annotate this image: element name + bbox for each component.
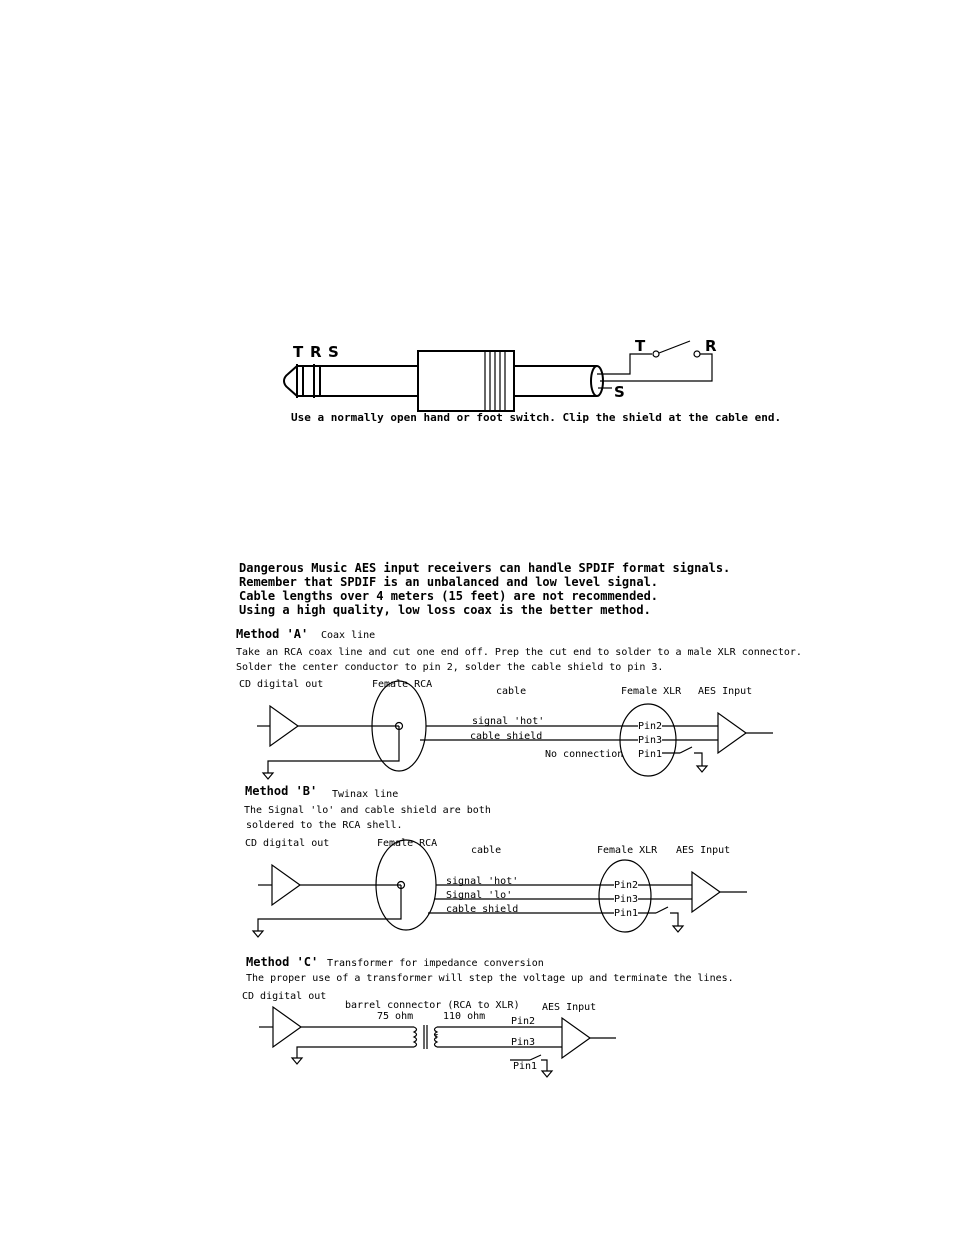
method-b-subtitle: Twinax line (332, 789, 399, 800)
aes-input-label: AES Input (676, 845, 731, 856)
ohm-75-label: 75 ohm (377, 1011, 414, 1022)
plug-tip (284, 366, 297, 396)
cd-output-amplifier (270, 706, 298, 746)
pin3-label: Pin3 (638, 735, 663, 746)
method-a-title: Method 'A' (236, 627, 309, 641)
cd-digital-out-label: CD digital out (242, 991, 327, 1002)
trs-label-r: R (310, 343, 322, 361)
method-c-subtitle: Transformer for impedance conversion (327, 958, 544, 969)
method-b-desc: The Signal 'lo' and cable shield are both (244, 805, 491, 816)
switch-lever (659, 341, 690, 353)
female-xlr-label: Female XLR (621, 686, 682, 697)
intro-line: Remember that SPDIF is an unbalanced and low level signal. (239, 575, 659, 589)
pin1-ground-line (694, 753, 702, 766)
switch-label-t: T (635, 337, 646, 355)
no-connection-label: No connection (545, 749, 624, 760)
ring-wire (600, 354, 712, 381)
cd-output-amplifier (273, 1007, 301, 1047)
transformer-t-label: T (434, 1033, 439, 1041)
method-b-section (244, 784, 747, 937)
ground-icon (673, 926, 683, 932)
intro-line: Dangerous Music AES input receivers can handle SPDIF format signals. (239, 561, 731, 575)
method-c-desc: The proper use of a transformer will step the voltage up and terminate the lines. (246, 973, 734, 984)
female-xlr-label: Female XLR (597, 845, 658, 856)
pin2-label: Pin2 (638, 721, 663, 732)
female-rca-label: Female RCA (372, 679, 433, 690)
tip-wire (597, 354, 652, 374)
pin3-label: Pin3 (511, 1037, 536, 1048)
switch-label-r: R (705, 337, 717, 355)
shield-label-s: S (614, 383, 625, 401)
aes-input-amplifier (718, 713, 746, 753)
intro-line: Cable lengths over 4 meters (15 feet) are not recommended. (239, 589, 659, 603)
cable-shield-label: cable shield (446, 904, 519, 915)
trs-switch-diagram (284, 337, 781, 424)
pin1-label: Pin1 (638, 749, 663, 760)
signal-lo-label: Signal 'lo' (446, 890, 513, 901)
primary-bottom-ground (297, 1047, 414, 1058)
trs-caption: Use a normally open hand or foot switch. Clip the shield at the cable end. (291, 411, 782, 424)
pin1-ground-line (541, 1060, 547, 1071)
ohm-110-label: 110 ohm (443, 1011, 486, 1022)
intro-line: Using a high quality, low loss coax is the better method. (239, 603, 651, 617)
cable-shield-label: cable shield (470, 731, 543, 742)
ground-icon (697, 766, 707, 772)
intro-text (239, 561, 730, 617)
cd-digital-out-label: CD digital out (239, 679, 324, 690)
aes-input-amplifier (562, 1018, 590, 1058)
pin1-label: Pin1 (513, 1061, 538, 1072)
method-c-title: Method 'C' (246, 955, 319, 969)
cable-label: cable (496, 686, 527, 697)
method-b-title: Method 'B' (245, 784, 318, 798)
signal-hot-label: signal 'hot' (446, 876, 519, 887)
ground-icon (292, 1058, 302, 1064)
ground-icon (253, 931, 263, 937)
method-a-section (236, 627, 802, 779)
pin2-label: Pin2 (511, 1016, 536, 1027)
aes-input-amplifier (692, 872, 720, 912)
method-c-section (242, 955, 734, 1077)
pin1-open-switch (656, 907, 668, 913)
signal-hot-label: signal 'hot' (472, 716, 545, 727)
ground-icon (263, 773, 273, 779)
cd-digital-out-label: CD digital out (245, 838, 330, 849)
ground-icon (542, 1071, 552, 1077)
pin1-label: Pin1 (614, 908, 639, 919)
female-rca-label: Female RCA (377, 838, 438, 849)
method-a-subtitle: Coax line (321, 630, 376, 641)
trs-label-s: S (328, 343, 339, 361)
pin1-ground-line (670, 913, 678, 926)
pin3-label: Pin3 (614, 894, 639, 905)
method-a-desc: Take an RCA coax line and cut one end off. Prep the cut end to solder to a male XLR connector. (236, 647, 802, 658)
method-b-desc: soldered to the RCA shell. (246, 820, 403, 831)
pin2-label: Pin2 (614, 880, 639, 891)
barrel-connector-label: barrel connector (RCA to XLR) (345, 1000, 520, 1011)
trs-label-t: T (293, 343, 304, 361)
pin1-open-switch (680, 747, 692, 753)
cd-output-amplifier (272, 865, 300, 905)
aes-input-label: AES Input (698, 686, 753, 697)
switch-contact-left (653, 351, 659, 357)
method-a-desc: Solder the center conductor to pin 2, solder the cable shield to pin 3. (236, 662, 664, 673)
switch-contact-right (694, 351, 700, 357)
aes-input-label: AES Input (542, 1002, 597, 1013)
cable-label: cable (471, 845, 502, 856)
pin1-open-switch (530, 1055, 541, 1060)
